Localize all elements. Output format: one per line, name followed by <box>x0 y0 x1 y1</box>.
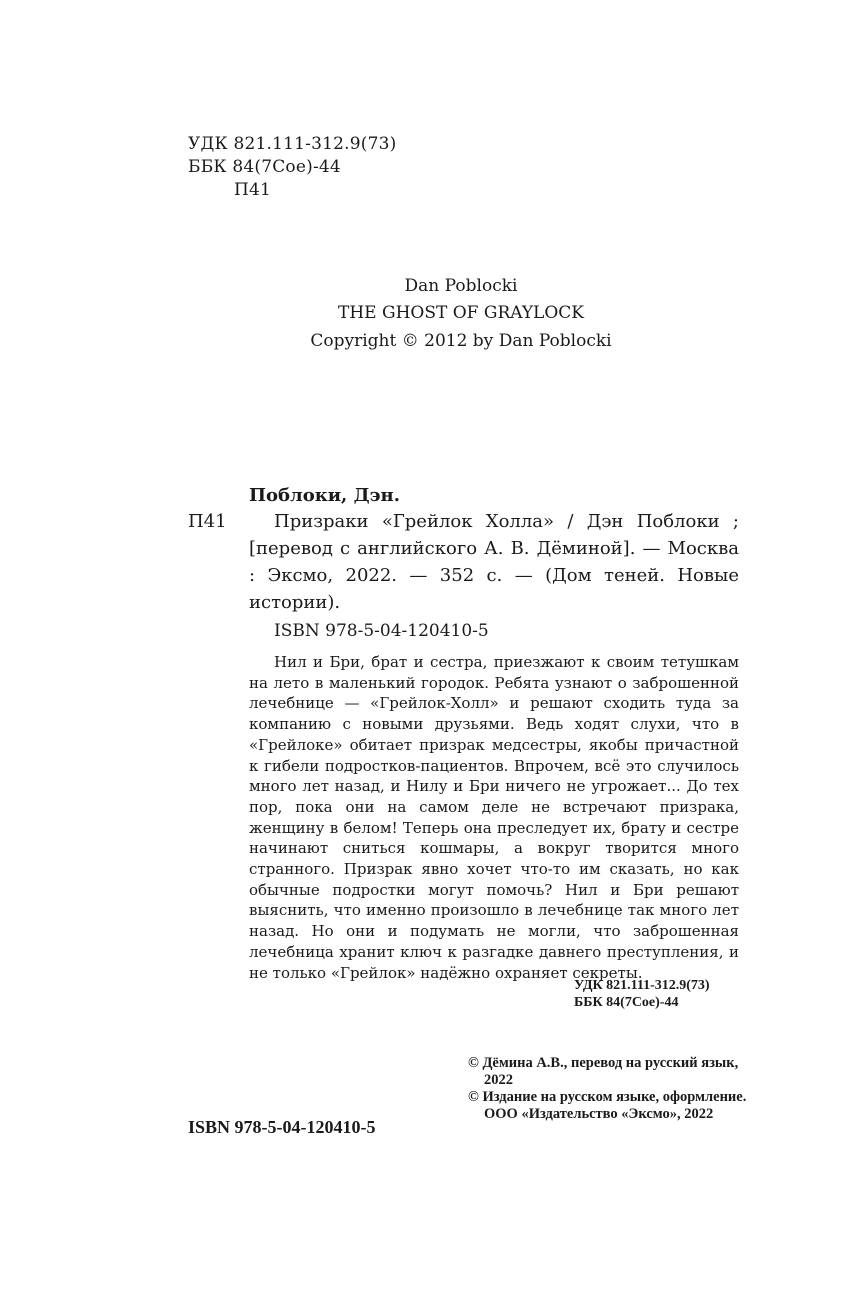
copyright-edition: © Издание на русском языке, оформление. ООО «Издательство «Эксмо», 2022 <box>468 1089 747 1122</box>
catalog-description: Призраки «Грейлок Холла» / Дэн Поблоки ; [перевод с английского А. В. Дёминой]. — Москва : Эксмо, 2022. — 352 с. — (Дом теней. Новые истории). <box>249 511 739 613</box>
catalog-author-heading: Поблоки, Дэн. <box>249 485 400 506</box>
udk-code: УДК 821.111-312.9(73) <box>188 134 397 154</box>
bbk-bottom: ББК 84(7Сое)-44 <box>574 995 679 1010</box>
copyright-translation: © Дёмина А.В., перевод на русский язык, 2022 <box>468 1055 739 1088</box>
original-title: THE GHOST OF GRAYLOCK <box>338 303 584 323</box>
copyright-notices <box>468 1055 758 1123</box>
catalog-isbn: ISBN 978-5-04-120410-5 <box>274 621 489 641</box>
annotation-text: Нил и Бри, брат и сестра, приезжают к своим тетушкам на лето в маленький городок. Ребята узнают о заброшенной лечебнице — «Грейлок-Холл» и решают сходить туда за компанию с новыми друзьями. Ведь ходят слухи, что в «Грейлоке» обитает призрак медсестры, якобы причастной к гибели подростков-пациентов. Впрочем, всё это случилось много лет назад, и Нилу и Бри ничего не угрожает... До тех пор, пока они на самом деле не встречают призрака, женщину в белом! Теперь она преследует их, брату и сестре начинают сниться кошмары, а вокруг творится много странного. Призрак явно хочет что-то им сказать, но как обычные подростки могут помочь? Нил и Бри решают выяснить, что именно произошло в лечебнице так много лет назад. Но они и подумать не могли, что заброшенная лечебница хранит ключ к разгадке давнего преступления, и не только «Грейлок» надёжно охраняет секреты. <box>249 653 739 982</box>
original-author: Dan Poblocki <box>404 276 518 296</box>
bbk-code: ББК 84(7Сое)-44 <box>188 157 341 177</box>
udk-bottom: УДК 821.111-312.9(73) <box>574 978 710 993</box>
isbn-bottom: ISBN 978-5-04-120410-5 <box>188 1117 376 1137</box>
author-mark: П41 <box>234 180 272 200</box>
catalog-author-mark: П41 <box>188 511 227 532</box>
original-copyright: Copyright © 2012 by Dan Poblocki <box>310 331 612 351</box>
